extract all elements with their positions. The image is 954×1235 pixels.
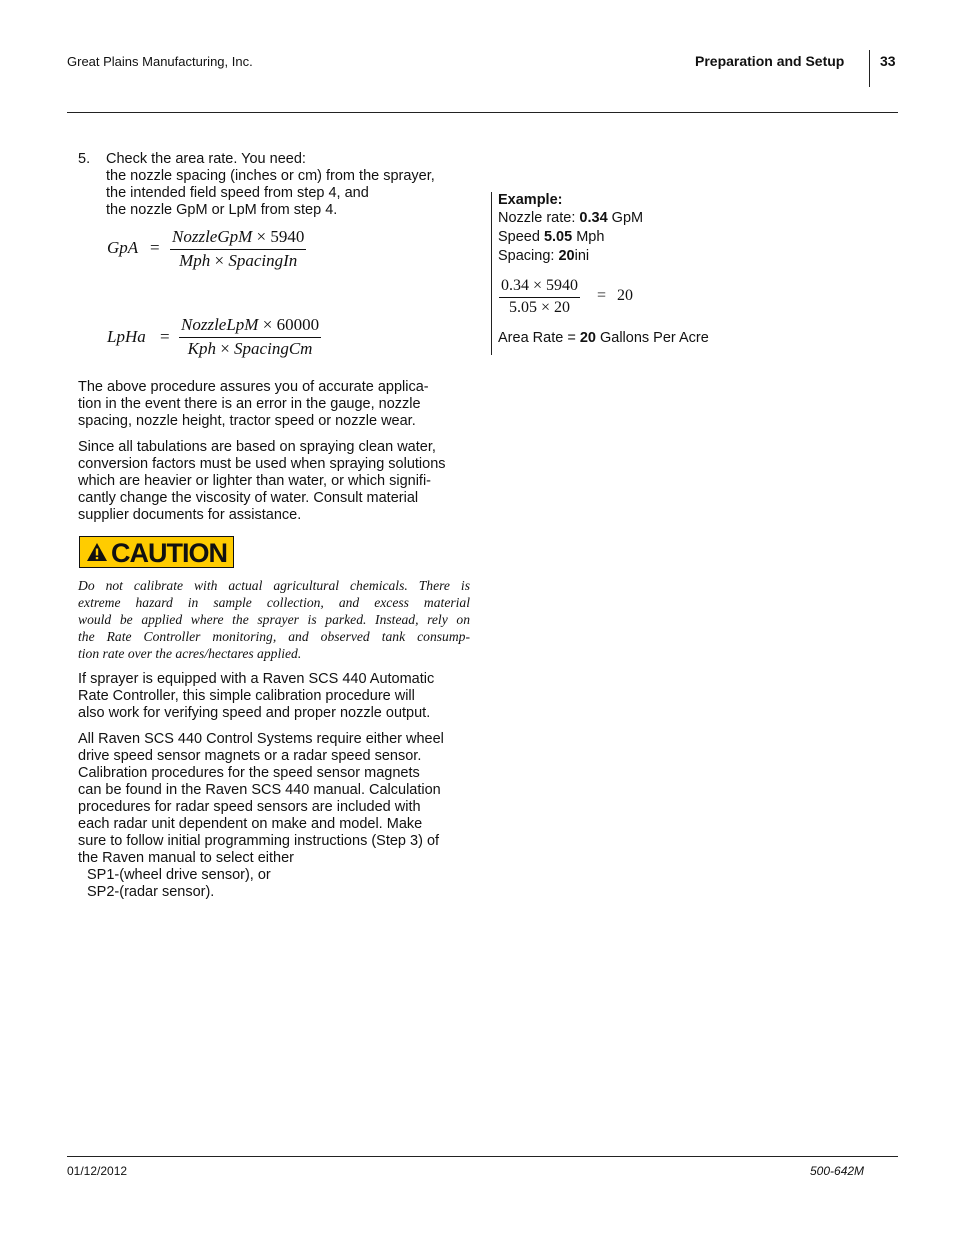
paragraph-line: procedures for radar speed sensors are included with — [78, 799, 421, 815]
step-line: the intended field speed from step 4, and — [106, 185, 369, 201]
example-value: 20 — [558, 248, 575, 264]
paragraph-raven-controller — [78, 671, 470, 722]
paragraph-line: supplier documents for assistance. — [78, 507, 302, 523]
example-value: 20 — [579, 330, 596, 346]
lpha-fraction — [179, 315, 321, 359]
gpa-num-const: 5940 — [270, 227, 305, 246]
example-unit: Mph — [572, 229, 605, 245]
gpa-fraction — [170, 227, 306, 271]
lpha-num-const: 60000 — [276, 315, 320, 334]
example-label: Speed — [498, 229, 544, 245]
example-calc-denominator: 5.05 × 20 — [509, 299, 571, 316]
page-number: 33 — [880, 53, 896, 69]
paragraph-line: the Raven manual to select either — [78, 850, 295, 866]
caution-message — [78, 577, 470, 662]
step-line: the nozzle spacing (inches or cm) from the sprayer, — [106, 168, 435, 184]
example-unit: Gallons Per Acre — [595, 330, 709, 346]
paragraph-line: drive speed sensor magnets or a radar speed sensor. — [78, 748, 422, 764]
example-spacing — [498, 248, 589, 264]
gpa-numerator — [170, 227, 306, 250]
caution-line: tion rate over the acres/hectares applied. — [78, 646, 302, 661]
gpa-equals: = — [150, 238, 160, 257]
lpha-denominator — [179, 338, 321, 359]
warning-triangle-icon — [86, 542, 108, 562]
paragraph-line: If sprayer is equipped with a Raven SCS 440 Automatic — [78, 671, 435, 687]
example-label: Area Rate = — [498, 330, 580, 346]
header-section-title: Preparation and Setup — [695, 53, 845, 69]
example-rule — [491, 192, 492, 355]
example-label: Nozzle rate: — [498, 210, 580, 226]
example-value: 0.34 — [579, 210, 608, 226]
paragraph-line: sure to follow initial programming instructions (Step 3) of — [78, 833, 440, 849]
gpa-den-a: Mph — [179, 251, 211, 270]
paragraph-line: can be found in the Raven SCS 440 manual. Calculation — [78, 782, 441, 798]
header-company: Great Plains Manufacturing, Inc. — [67, 54, 253, 69]
paragraph-speed-sensors — [78, 731, 470, 901]
sensor-option: SP1-(wheel drive sensor), or — [87, 867, 271, 883]
example-area-rate — [498, 330, 709, 346]
paragraph-line: each radar unit dependent on make and model. Make — [78, 816, 423, 832]
header-divider — [869, 50, 870, 87]
caution-line: the Rate Controller monitoring, and observed tank consump- — [78, 629, 470, 644]
header-rule — [67, 112, 898, 113]
paragraph-line: All Raven SCS 440 Control Systems require either wheel — [78, 731, 444, 747]
lpha-num-var: NozzleLpM — [181, 315, 259, 334]
paragraph-line: conversion factors must be used when spraying solutions — [78, 456, 446, 472]
example-speed — [498, 229, 604, 245]
example-calc-numerator: 0.34 × 5940 — [499, 277, 580, 298]
gpa-den-op: × — [214, 251, 225, 270]
lpha-den-op: × — [220, 339, 230, 358]
gpa-den-b: SpacingIn — [228, 251, 298, 270]
footer-date: 01/12/2012 — [67, 1164, 128, 1178]
lpha-den-a: Kph — [187, 339, 216, 358]
lpha-num-op: × — [262, 315, 273, 334]
lpha-equals: = — [160, 327, 170, 346]
step-number: 5. — [78, 151, 91, 167]
paragraph-line: Since all tabulations are based on spraying clean water, — [78, 439, 436, 455]
paragraph-line: Rate Controller, this simple calibration procedure will — [78, 688, 415, 704]
caution-line: would be applied where the sprayer is parked. Instead, rely on — [78, 612, 470, 627]
example-label: Spacing: — [498, 248, 559, 264]
example-calc-fraction — [499, 277, 580, 317]
step-line: Check the area rate. You need: — [106, 151, 306, 167]
step-5-lines — [106, 151, 435, 219]
paragraph-line: Calibration procedures for the speed sensor magnets — [78, 765, 420, 781]
caution-label: CAUTION — [111, 538, 227, 568]
step-line: the nozzle GpM or LpM from step 4. — [106, 202, 338, 218]
caution-line: extreme hazard in sample collection, and excess material — [78, 595, 470, 610]
caution-line: Do not calibrate with actual agricultural chemicals. There is — [78, 578, 470, 593]
gpa-num-op: × — [256, 227, 267, 246]
caution-badge — [79, 536, 234, 568]
gpa-denominator — [170, 250, 306, 271]
lpha-den-b: SpacingCm — [234, 339, 313, 358]
gpa-num-var: NozzleGpM — [172, 227, 253, 246]
footer-doc-number: 500-642M — [810, 1164, 865, 1178]
paragraph-line: which are heavier or lighter than water, or which signifi- — [78, 473, 431, 489]
example-calc-equals: = — [597, 287, 607, 304]
example-calc-result: 20 — [617, 287, 633, 304]
paragraph-line: cantly change the viscosity of water. Consult material — [78, 490, 419, 506]
paragraph-accuracy — [78, 379, 470, 430]
example-value: 5.05 — [543, 229, 573, 245]
lpha-numerator — [179, 315, 321, 338]
footer-rule — [67, 1156, 898, 1157]
example-nozzle-rate — [498, 210, 643, 226]
example-unit: ini — [574, 248, 590, 264]
example-unit: GpM — [607, 210, 644, 226]
paragraph-line: spacing, nozzle height, tractor speed or nozzle wear. — [78, 413, 416, 429]
paragraph-line: tion in the event there is an error in the gauge, nozzle — [78, 396, 421, 412]
paragraph-line: The above procedure assures you of accurate applica- — [78, 379, 429, 395]
paragraph-conversion — [78, 439, 470, 524]
gpa-lhs: GpA — [107, 238, 139, 257]
paragraph-line: also work for verifying speed and proper nozzle output. — [78, 705, 431, 721]
sensor-option: SP2-(radar sensor). — [87, 884, 215, 900]
example-title: Example: — [498, 192, 563, 208]
lpha-lhs: LpHa — [107, 327, 146, 346]
